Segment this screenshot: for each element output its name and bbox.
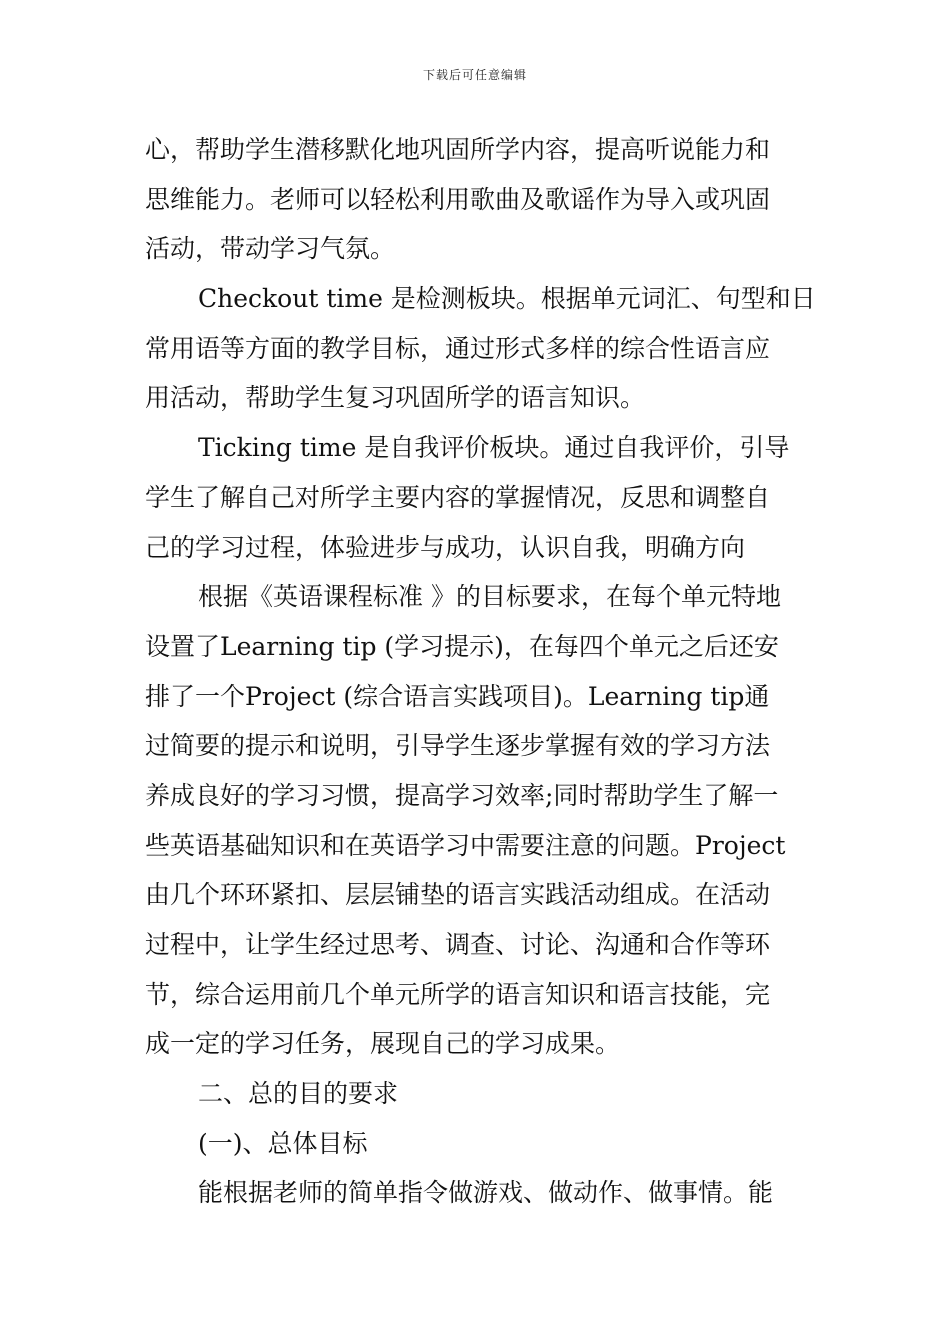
text-line: 心，帮助学生潜移默化地巩固所学内容，提高听说能力和 <box>145 135 771 164</box>
page-header: 下载后可任意编辑 <box>422 68 527 82</box>
paragraph-start-line: 根据《英语课程标准 》的目标要求，在每个单元特地 <box>198 582 781 612</box>
paragraph-start-line: 能根据老师的简单指令做游戏、做动作、做事情。能 <box>198 1178 774 1208</box>
text-line: 过程中，让学生经过思考、调查、讨论、沟通和合作等环 <box>145 930 771 959</box>
paragraph-start-line: Checkout time 是检测板块。根据单元词汇、句型和日 <box>198 284 816 314</box>
document-body <box>145 125 816 1218</box>
text-line: 节，综合运用前几个单元所学的语言知识和语言技能，完 <box>145 979 771 1009</box>
text-line: 学生了解自己对所学主要内容的掌握情况，反思和调整自 <box>145 482 771 512</box>
text-line: 己的学习过程，体验进步与成功，认识自我，明确方向 <box>145 532 746 562</box>
text-line: 思维能力。老师可以轻松利用歌曲及歌谣作为导入或巩固 <box>145 184 771 214</box>
text-line: 活动，带动学习气氛。 <box>145 234 396 264</box>
text-line: 过简要的提示和说明，引导学生逐步掌握有效的学习方法 <box>145 731 771 761</box>
paragraph-start-line: Ticking time 是自我评价板块。通过自我评价，引导 <box>198 433 790 463</box>
subsection-heading: (一)、总体目标 <box>198 1128 368 1158</box>
section-heading: 二、总的目的要求 <box>198 1079 399 1109</box>
text-line: 常用语等方面的教学目标，通过形式多样的综合性语言应 <box>145 333 771 363</box>
text-line: 用活动，帮助学生复习巩固所学的语言知识。 <box>145 383 646 413</box>
text-line: 排了一个Project (综合语言实践项目)。Learning tip通 <box>145 681 770 711</box>
text-line: 由几个环环紧扣、层层铺垫的语言实践活动组成。在活动 <box>145 880 771 910</box>
text-line: 些英语基础知识和在英语学习中需要注意的问题。Project <box>145 830 786 860</box>
text-line: 成一定的学习任务，展现自己的学习成果。 <box>145 1029 621 1059</box>
text-line: 养成良好的学习习惯，提高学习效率;同时帮助学生了解一 <box>145 780 779 810</box>
text-line: 设置了Learning tip (学习提示)，在每四个单元之后还安 <box>145 631 779 661</box>
